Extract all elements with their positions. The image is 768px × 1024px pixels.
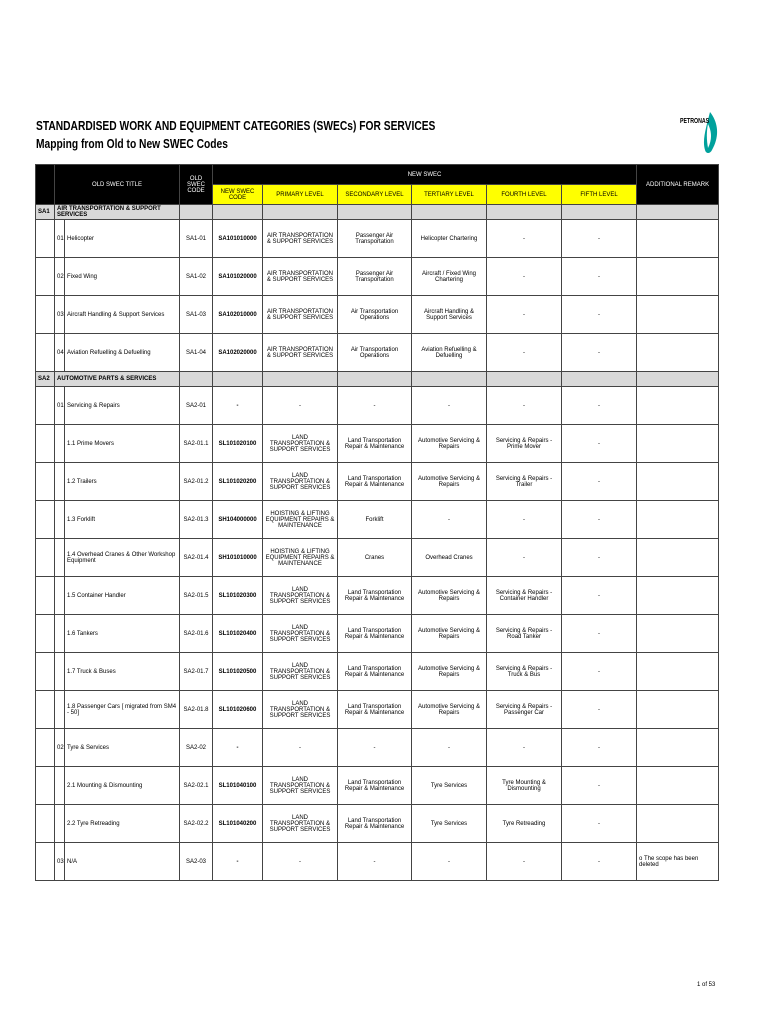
old-swec-title: Helicopter: [65, 220, 180, 258]
header-fifth-level: FIFTH LEVEL: [562, 185, 637, 205]
row-blank-cell: [36, 615, 55, 653]
new-swec-code: SL101040100: [213, 767, 263, 805]
category-empty-cell: [637, 372, 719, 387]
new-swec-code: SL101040200: [213, 805, 263, 843]
category-empty-cell: [487, 205, 562, 220]
new-swec-code: -: [213, 729, 263, 767]
additional-remark: [637, 767, 719, 805]
header-new-swec: NEW SWEC: [213, 165, 637, 185]
primary-level: -: [263, 843, 338, 881]
fourth-level: Servicing & Repairs - Prime Mover: [487, 425, 562, 463]
old-swec-code: SA2-01.1: [180, 425, 213, 463]
new-swec-code: -: [213, 843, 263, 881]
additional-remark: [637, 463, 719, 501]
row-number: 03: [55, 843, 65, 881]
tertiary-level: -: [412, 387, 487, 425]
category-empty-cell: [562, 205, 637, 220]
primary-level: -: [263, 387, 338, 425]
table-row: [36, 767, 719, 805]
additional-remark: [637, 615, 719, 653]
tertiary-level: -: [412, 501, 487, 539]
fifth-level: -: [562, 691, 637, 729]
header-new-code: NEW SWEC CODE: [213, 185, 263, 205]
secondary-level: -: [338, 729, 412, 767]
header-old-title: OLD SWEC TITLE: [55, 165, 180, 205]
old-swec-title: Aviation Refuelling & Defuelling: [65, 334, 180, 372]
row-blank-cell: [36, 843, 55, 881]
additional-remark: [637, 334, 719, 372]
old-swec-title: 1.4 Overhead Cranes & Other Workshop Equipment: [65, 539, 180, 577]
category-title: AIR TRANSPORTATION & SUPPORT SERVICES: [55, 205, 180, 220]
category-code: SA2: [36, 372, 55, 387]
category-empty-cell: [338, 372, 412, 387]
primary-level: AIR TRANSPORTATION & SUPPORT SERVICES: [263, 258, 338, 296]
tertiary-level: Automotive Servicing & Repairs: [412, 691, 487, 729]
additional-remark: [637, 220, 719, 258]
secondary-level: Land Transportation Repair & Maintenance: [338, 691, 412, 729]
secondary-level: Passenger Air Transportation: [338, 258, 412, 296]
old-swec-code: SA2-02: [180, 729, 213, 767]
primary-level: HOISTING & LIFTING EQUIPMENT REPAIRS & MAINTENANCE: [263, 501, 338, 539]
table-row: [36, 577, 719, 615]
page-subtitle: Mapping from Old to New SWEC Codes: [36, 137, 228, 151]
primary-level: HOISTING & LIFTING EQUIPMENT REPAIRS & MAINTENANCE: [263, 539, 338, 577]
category-empty-cell: [213, 372, 263, 387]
old-swec-code: SA2-01.6: [180, 615, 213, 653]
additional-remark: [637, 539, 719, 577]
tertiary-level: Automotive Servicing & Repairs: [412, 463, 487, 501]
row-blank-cell: [36, 501, 55, 539]
header-primary-level: PRIMARY LEVEL: [263, 185, 338, 205]
fifth-level: -: [562, 463, 637, 501]
table-row: [36, 539, 719, 577]
old-swec-title: 1.7 Truck & Buses: [65, 653, 180, 691]
additional-remark: [637, 805, 719, 843]
old-swec-code: SA2-01.2: [180, 463, 213, 501]
table-row: [36, 463, 719, 501]
additional-remark: [637, 258, 719, 296]
fourth-level: -: [487, 220, 562, 258]
category-empty-cell: [562, 372, 637, 387]
petronas-emblem-icon: [680, 110, 720, 156]
swec-mapping-table: [35, 164, 719, 881]
tertiary-level: Automotive Servicing & Repairs: [412, 615, 487, 653]
old-swec-code: SA2-01: [180, 387, 213, 425]
table-row: [36, 805, 719, 843]
fourth-level: -: [487, 843, 562, 881]
primary-level: LAND TRANSPORTATION & SUPPORT SERVICES: [263, 425, 338, 463]
fifth-level: -: [562, 258, 637, 296]
row-number: 02: [55, 258, 65, 296]
old-swec-title: N/A: [65, 843, 180, 881]
new-swec-code: SH104000000: [213, 501, 263, 539]
tertiary-level: Aviation Refuelling & Defuelling: [412, 334, 487, 372]
page-title: STANDARDISED WORK AND EQUIPMENT CATEGORIES (SWECs) FOR SERVICES: [36, 119, 436, 133]
fifth-level: -: [562, 425, 637, 463]
fourth-level: Servicing & Repairs - Truck & Bus: [487, 653, 562, 691]
row-number: [55, 501, 65, 539]
new-swec-code: SL101020500: [213, 653, 263, 691]
tertiary-level: Aircraft Handling & Support Services: [412, 296, 487, 334]
row-blank-cell: [36, 258, 55, 296]
tertiary-level: Automotive Servicing & Repairs: [412, 425, 487, 463]
additional-remark: [637, 387, 719, 425]
category-empty-cell: [487, 372, 562, 387]
fourth-level: -: [487, 258, 562, 296]
fourth-level: Servicing & Repairs - Trailer: [487, 463, 562, 501]
row-blank-cell: [36, 220, 55, 258]
table-row: [36, 729, 719, 767]
category-empty-cell: [412, 205, 487, 220]
fifth-level: -: [562, 296, 637, 334]
row-number: [55, 615, 65, 653]
secondary-level: Forklift: [338, 501, 412, 539]
fourth-level: -: [487, 539, 562, 577]
old-swec-title: 2.2 Tyre Retreading: [65, 805, 180, 843]
row-number: [55, 767, 65, 805]
row-blank-cell: [36, 805, 55, 843]
table-row: [36, 258, 719, 296]
secondary-level: -: [338, 843, 412, 881]
row-blank-cell: [36, 653, 55, 691]
tertiary-level: Automotive Servicing & Repairs: [412, 653, 487, 691]
fifth-level: -: [562, 539, 637, 577]
tertiary-level: Aircraft / Fixed Wing Chartering: [412, 258, 487, 296]
row-blank-cell: [36, 577, 55, 615]
old-swec-title: Servicing & Repairs: [65, 387, 180, 425]
primary-level: LAND TRANSPORTATION & SUPPORT SERVICES: [263, 577, 338, 615]
primary-level: -: [263, 729, 338, 767]
row-blank-cell: [36, 334, 55, 372]
primary-level: LAND TRANSPORTATION & SUPPORT SERVICES: [263, 691, 338, 729]
row-blank-cell: [36, 729, 55, 767]
category-title: AUTOMOTIVE PARTS & SERVICES: [55, 372, 180, 387]
fifth-level: -: [562, 805, 637, 843]
old-swec-title: 2.1 Mounting & Dismounting: [65, 767, 180, 805]
old-swec-title: 1.1 Prime Movers: [65, 425, 180, 463]
additional-remark: [637, 425, 719, 463]
old-swec-code: SA1-04: [180, 334, 213, 372]
old-swec-code: SA1-02: [180, 258, 213, 296]
primary-level: AIR TRANSPORTATION & SUPPORT SERVICES: [263, 334, 338, 372]
row-number: [55, 425, 65, 463]
category-empty-cell: [180, 372, 213, 387]
new-swec-code: SA102020000: [213, 334, 263, 372]
row-number: 03: [55, 296, 65, 334]
fifth-level: -: [562, 653, 637, 691]
secondary-level: Land Transportation Repair & Maintenance: [338, 805, 412, 843]
primary-level: AIR TRANSPORTATION & SUPPORT SERVICES: [263, 296, 338, 334]
additional-remark: [637, 577, 719, 615]
new-swec-code: SA102010000: [213, 296, 263, 334]
secondary-level: Cranes: [338, 539, 412, 577]
fourth-level: -: [487, 334, 562, 372]
additional-remark: [637, 296, 719, 334]
old-swec-code: SA2-01.5: [180, 577, 213, 615]
fourth-level: Tyre Retreading: [487, 805, 562, 843]
row-number: [55, 577, 65, 615]
fourth-level: Servicing & Repairs - Container Handler: [487, 577, 562, 615]
table-row: [36, 615, 719, 653]
old-swec-title: 1.2 Trailers: [65, 463, 180, 501]
additional-remark: o The scope has been deleted: [637, 843, 719, 881]
additional-remark: [637, 501, 719, 539]
category-row: [36, 372, 719, 387]
old-swec-title: Aircraft Handling & Support Services: [65, 296, 180, 334]
row-blank-cell: [36, 539, 55, 577]
old-swec-code: SA2-01.8: [180, 691, 213, 729]
primary-level: LAND TRANSPORTATION & SUPPORT SERVICES: [263, 805, 338, 843]
tertiary-level: Tyre Services: [412, 805, 487, 843]
fifth-level: -: [562, 843, 637, 881]
row-blank-cell: [36, 387, 55, 425]
old-swec-title: Tyre & Services: [65, 729, 180, 767]
secondary-level: Land Transportation Repair & Maintenance: [338, 463, 412, 501]
table-row: [36, 691, 719, 729]
header-secondary-level: SECONDARY LEVEL: [338, 185, 412, 205]
fourth-level: -: [487, 729, 562, 767]
row-number: [55, 691, 65, 729]
new-swec-code: -: [213, 387, 263, 425]
fifth-level: -: [562, 334, 637, 372]
row-blank-cell: [36, 767, 55, 805]
table-row: [36, 501, 719, 539]
old-swec-title: 1.8 Passenger Cars [ migrated from SM4 - 50]: [65, 691, 180, 729]
secondary-level: Land Transportation Repair & Maintenance: [338, 425, 412, 463]
new-swec-code: SL101020400: [213, 615, 263, 653]
table-row: [36, 843, 719, 881]
old-swec-code: SA1-01: [180, 220, 213, 258]
fifth-level: -: [562, 577, 637, 615]
secondary-level: Air Transportation Operations: [338, 296, 412, 334]
old-swec-code: SA2-01.4: [180, 539, 213, 577]
table-row: [36, 220, 719, 258]
new-swec-code: SL101020300: [213, 577, 263, 615]
row-number: 01: [55, 387, 65, 425]
secondary-level: Air Transportation Operations: [338, 334, 412, 372]
secondary-level: Land Transportation Repair & Maintenance: [338, 653, 412, 691]
old-swec-title: Fixed Wing: [65, 258, 180, 296]
additional-remark: [637, 691, 719, 729]
row-blank-cell: [36, 691, 55, 729]
table-body: [36, 205, 719, 881]
row-blank-cell: [36, 296, 55, 334]
additional-remark: [637, 729, 719, 767]
table-row: [36, 425, 719, 463]
fourth-level: -: [487, 501, 562, 539]
secondary-level: Passenger Air Transportation: [338, 220, 412, 258]
new-swec-code: SA101020000: [213, 258, 263, 296]
fourth-level: Servicing & Repairs - Passenger Car: [487, 691, 562, 729]
primary-level: LAND TRANSPORTATION & SUPPORT SERVICES: [263, 463, 338, 501]
old-swec-code: SA2-03: [180, 843, 213, 881]
page-number: 1 of 53: [697, 982, 716, 988]
old-swec-code: SA2-02.1: [180, 767, 213, 805]
header-tertiary-level: TERTIARY LEVEL: [412, 185, 487, 205]
tertiary-level: -: [412, 843, 487, 881]
category-empty-cell: [637, 205, 719, 220]
tertiary-level: Tyre Services: [412, 767, 487, 805]
fifth-level: -: [562, 220, 637, 258]
new-swec-code: SL101020100: [213, 425, 263, 463]
fourth-level: Tyre Mounting & Dismounting: [487, 767, 562, 805]
category-empty-cell: [213, 205, 263, 220]
table-row: [36, 387, 719, 425]
fifth-level: -: [562, 767, 637, 805]
old-swec-code: SA1-03: [180, 296, 213, 334]
category-empty-cell: [180, 205, 213, 220]
category-empty-cell: [412, 372, 487, 387]
category-empty-cell: [263, 205, 338, 220]
table-row: [36, 334, 719, 372]
header-additional-remark: ADDITIONAL REMARK: [637, 165, 719, 205]
tertiary-level: Automotive Servicing & Repairs: [412, 577, 487, 615]
old-swec-code: SA2-01.7: [180, 653, 213, 691]
fifth-level: -: [562, 501, 637, 539]
fourth-level: -: [487, 296, 562, 334]
tertiary-level: Helicopter Chartering: [412, 220, 487, 258]
fourth-level: Servicing & Repairs - Road Tanker: [487, 615, 562, 653]
old-swec-code: SA2-02.2: [180, 805, 213, 843]
secondary-level: Land Transportation Repair & Maintenance: [338, 615, 412, 653]
old-swec-title: 1.3 Forklift: [65, 501, 180, 539]
row-number: [55, 653, 65, 691]
header-blank: [36, 165, 55, 205]
row-blank-cell: [36, 425, 55, 463]
tertiary-level: -: [412, 729, 487, 767]
category-empty-cell: [338, 205, 412, 220]
tertiary-level: Overhead Cranes: [412, 539, 487, 577]
row-number: [55, 539, 65, 577]
old-swec-title: 1.6 Tankers: [65, 615, 180, 653]
logo-text: PETRONAS: [680, 118, 710, 125]
category-empty-cell: [263, 372, 338, 387]
category-code: SA1: [36, 205, 55, 220]
additional-remark: [637, 653, 719, 691]
header-fourth-level: FOURTH LEVEL: [487, 185, 562, 205]
primary-level: LAND TRANSPORTATION & SUPPORT SERVICES: [263, 767, 338, 805]
row-number: 04: [55, 334, 65, 372]
secondary-level: Land Transportation Repair & Maintenance: [338, 767, 412, 805]
header-old-code: OLD SWEC CODE: [180, 165, 213, 205]
row-number: [55, 463, 65, 501]
primary-level: LAND TRANSPORTATION & SUPPORT SERVICES: [263, 653, 338, 691]
row-number: 02: [55, 729, 65, 767]
fifth-level: -: [562, 729, 637, 767]
secondary-level: -: [338, 387, 412, 425]
primary-level: LAND TRANSPORTATION & SUPPORT SERVICES: [263, 615, 338, 653]
fourth-level: -: [487, 387, 562, 425]
new-swec-code: SL101020600: [213, 691, 263, 729]
old-swec-code: SA2-01.3: [180, 501, 213, 539]
row-blank-cell: [36, 463, 55, 501]
fifth-level: -: [562, 615, 637, 653]
new-swec-code: SH101010000: [213, 539, 263, 577]
row-number: [55, 805, 65, 843]
new-swec-code: SA101010000: [213, 220, 263, 258]
primary-level: AIR TRANSPORTATION & SUPPORT SERVICES: [263, 220, 338, 258]
row-number: 01: [55, 220, 65, 258]
new-swec-code: SL101020200: [213, 463, 263, 501]
petronas-logo: [680, 110, 720, 156]
secondary-level: Land Transportation Repair & Maintenance: [338, 577, 412, 615]
table-row: [36, 296, 719, 334]
table-row: [36, 653, 719, 691]
fifth-level: -: [562, 387, 637, 425]
category-row: [36, 205, 719, 220]
old-swec-title: 1.5 Container Handler: [65, 577, 180, 615]
